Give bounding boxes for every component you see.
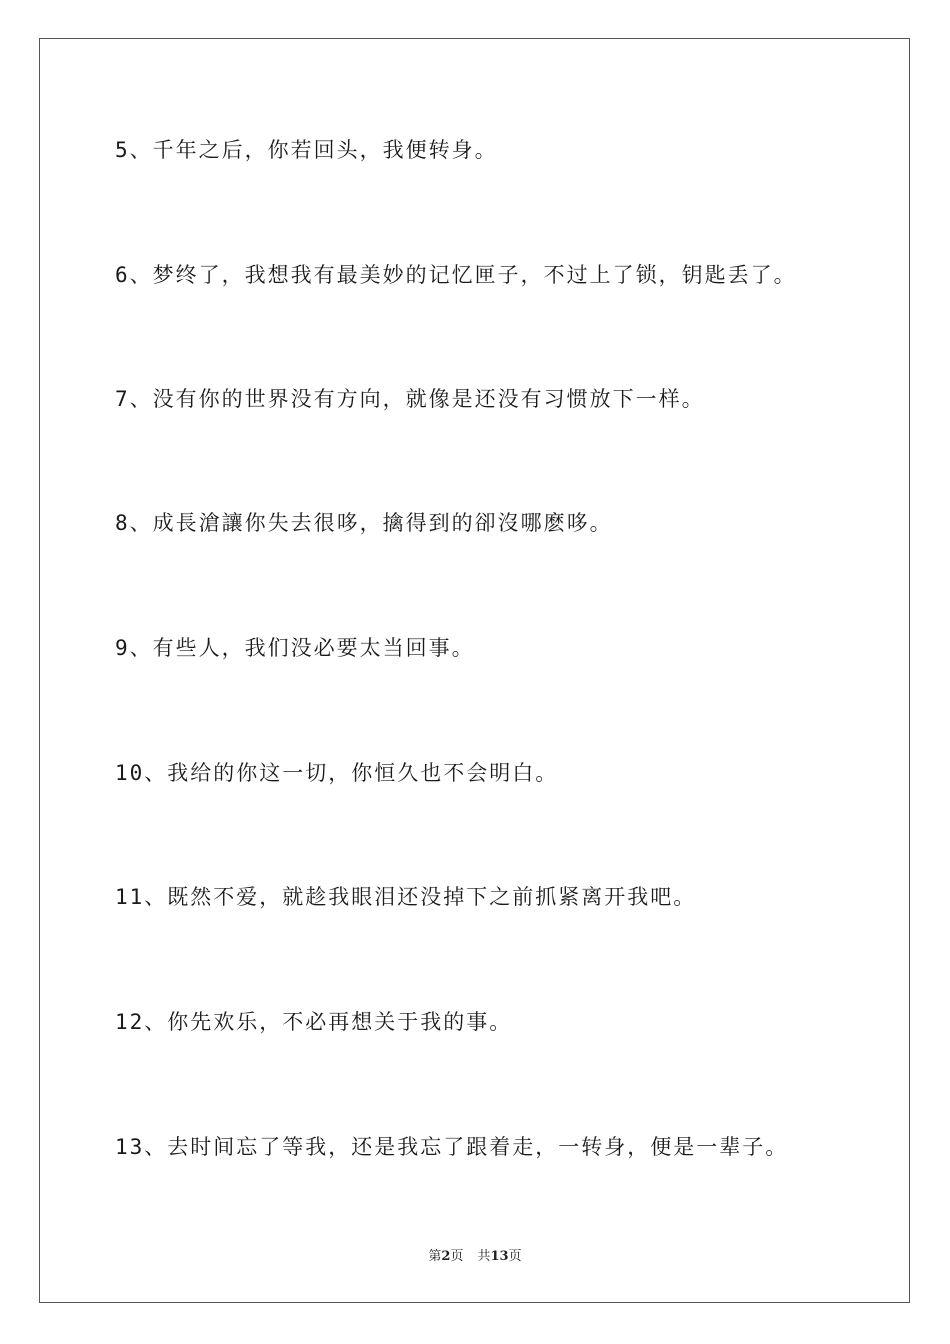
quote-line-7: 7、没有你的世界没有方向，就像是还没有习惯放下一样。 [115, 387, 705, 411]
quote-line-10: 10、我给的你这一切，你恒久也不会明白。 [115, 761, 559, 785]
page-label-prefix: 第 [428, 1249, 442, 1264]
total-label-suffix: 页 [508, 1249, 522, 1264]
quote-line-5: 5、千年之后，你若回头，我便转身。 [115, 138, 498, 162]
page-number: 2 [441, 1249, 451, 1264]
page-border [39, 38, 910, 1303]
quote-line-9: 9、有些人，我们没必要太当回事。 [115, 636, 475, 660]
quote-line-13: 13、去时间忘了等我，还是我忘了跟着走，一转身，便是一辈子。 [115, 1135, 789, 1159]
quote-line-8: 8、成長滄讓你失去很哆，擒得到的卻沒哪麽哆。 [115, 511, 613, 535]
quote-line-12: 12、你先欢乐，不必再想关于我的事。 [115, 1010, 513, 1034]
quote-line-11: 11、既然不爱，就趁我眼泪还没掉下之前抓紧离开我吧。 [115, 885, 697, 909]
quote-line-6: 6、梦终了，我想我有最美妙的记忆匣子，不过上了锁，钥匙丢了。 [115, 263, 797, 287]
page-label-suffix: 页 [450, 1249, 464, 1264]
page-footer [0, 1248, 950, 1266]
total-label-prefix: 共 [477, 1249, 491, 1264]
total-pages: 13 [490, 1249, 509, 1264]
